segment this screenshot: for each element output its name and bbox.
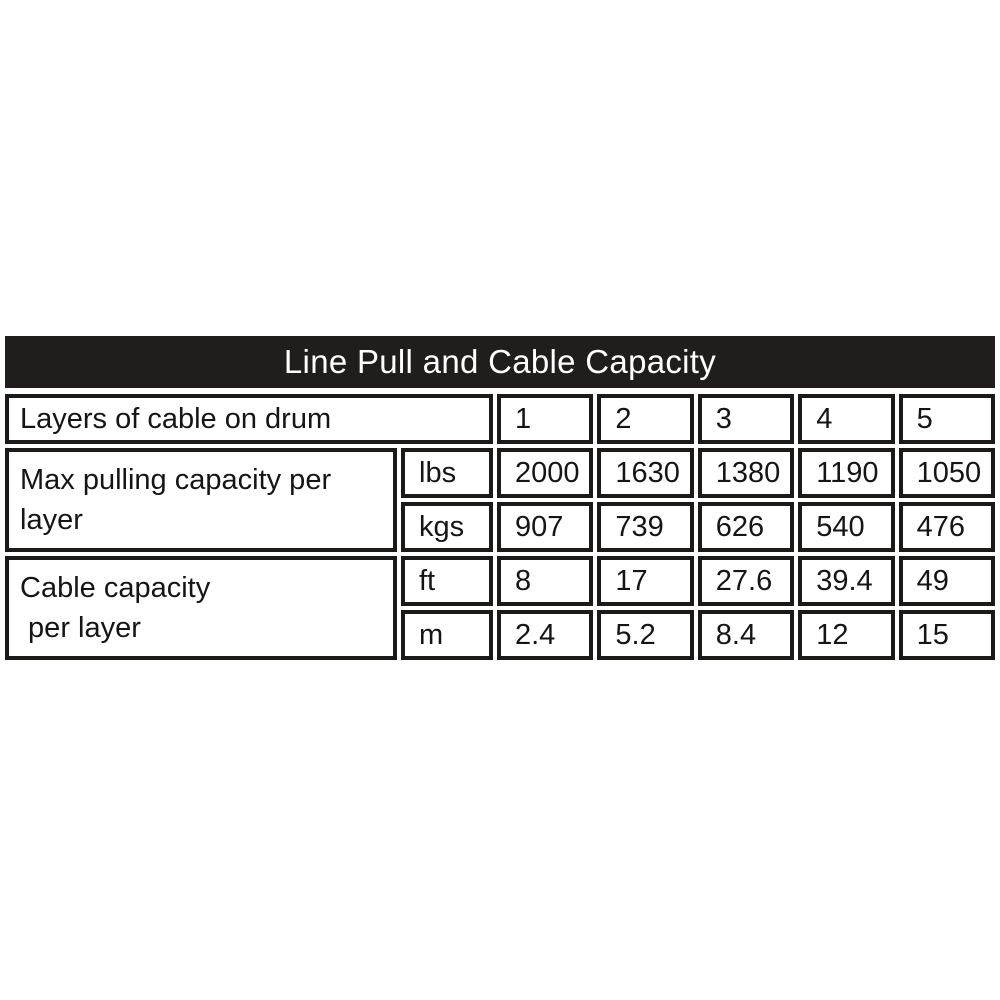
capacity-grid <box>5 394 995 660</box>
row-label-max-pulling-capacity <box>5 448 397 552</box>
unit-cell-lbs: lbs <box>401 448 493 498</box>
value-cell: 8.4 <box>698 610 794 660</box>
table-title-bar <box>5 336 995 388</box>
layer-value-cell: 2 <box>597 394 693 444</box>
label-line-2: per layer <box>20 612 141 644</box>
value-cell: 27.6 <box>698 556 794 606</box>
row-label-cable-capacity <box>5 556 397 660</box>
value-cell: 8 <box>497 556 593 606</box>
unit-cell-ft: ft <box>401 556 493 606</box>
label-line-1: Max pulling capacity per <box>20 464 332 496</box>
value-cell: 626 <box>698 502 794 552</box>
value-cell: 476 <box>899 502 995 552</box>
value-cell: 1630 <box>597 448 693 498</box>
value-cell: 17 <box>597 556 693 606</box>
line-pull-capacity-table <box>5 336 995 660</box>
value-cell: 739 <box>597 502 693 552</box>
unit-cell-kgs: kgs <box>401 502 493 552</box>
unit-cell-m: m <box>401 610 493 660</box>
value-cell: 2.4 <box>497 610 593 660</box>
value-cell: 49 <box>899 556 995 606</box>
value-cell: 12 <box>798 610 894 660</box>
layer-value-cell: 4 <box>798 394 894 444</box>
label-line-1: Cable capacity <box>20 572 211 604</box>
table-title: Line Pull and Cable Capacity <box>283 343 717 380</box>
layer-value-cell: 5 <box>899 394 995 444</box>
value-cell: 5.2 <box>597 610 693 660</box>
row-label-layers: Layers of cable on drum <box>5 394 493 444</box>
value-cell: 15 <box>899 610 995 660</box>
value-cell: 2000 <box>497 448 593 498</box>
value-cell: 39.4 <box>798 556 894 606</box>
value-cell: 1380 <box>698 448 794 498</box>
value-cell: 540 <box>798 502 894 552</box>
value-cell: 907 <box>497 502 593 552</box>
label-line-2: layer <box>20 504 83 536</box>
layer-value-cell: 3 <box>698 394 794 444</box>
value-cell: 1050 <box>899 448 995 498</box>
layer-value-cell: 1 <box>497 394 593 444</box>
value-cell: 1190 <box>798 448 894 498</box>
